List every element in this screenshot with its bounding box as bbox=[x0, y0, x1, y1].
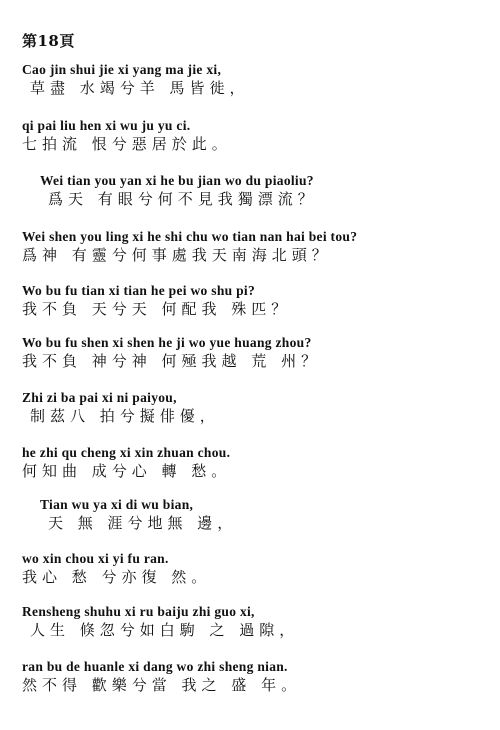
verse-line bbox=[0, 604, 500, 640]
verse-line bbox=[0, 659, 500, 695]
chinese-line: 天 無 涯兮地無 邊， bbox=[48, 514, 238, 532]
verse-line bbox=[0, 497, 500, 533]
pinyin-line: Rensheng shuhu xi ru baiju zhi guo xi, bbox=[22, 604, 255, 619]
verse-line bbox=[0, 445, 500, 481]
chinese-line: 然不得 歡樂兮當 我之 盛 年。 bbox=[22, 676, 302, 694]
pinyin-line: Wo bu fu tian xi tian he pei wo shu pi? bbox=[22, 283, 256, 298]
verse-line bbox=[0, 118, 500, 154]
pinyin-line: ran bu de huanle xi dang wo zhi sheng nian. bbox=[22, 659, 288, 674]
verse-line bbox=[0, 551, 500, 587]
chinese-line: 我心 愁 兮亦復 然。 bbox=[22, 568, 212, 586]
verse-line bbox=[0, 283, 500, 319]
pinyin-line: Zhi zi ba pai xi ni paiyou, bbox=[22, 390, 177, 405]
chinese-line: 制茲八 拍兮擬俳優， bbox=[30, 407, 220, 425]
verse-line bbox=[0, 229, 500, 265]
pinyin-line: qi pai liu hen xi wu ju yu ci. bbox=[22, 118, 191, 133]
verse-line bbox=[0, 335, 500, 371]
pinyin-line: Cao jin shui jie xi yang ma jie xi, bbox=[22, 62, 222, 77]
chinese-line: 爲天 有眼兮何不見我獨漂流？ bbox=[48, 190, 318, 208]
pinyin-line: Tian wu ya xi di wu bian, bbox=[40, 497, 194, 512]
pinyin-line: Wo bu fu shen xi shen he ji wo yue huang zhou? bbox=[22, 335, 312, 350]
page-number: 第18頁 bbox=[22, 32, 75, 50]
chinese-line: 我不負 神兮神 何殛我越 荒 州？ bbox=[22, 352, 322, 370]
pinyin-line: he zhi qu cheng xi xin zhuan chou. bbox=[22, 445, 231, 460]
verse-line bbox=[0, 390, 500, 426]
chinese-line: 爲神 有靈兮何事處我天南海北頭？ bbox=[22, 246, 332, 264]
chinese-line: 何知曲 成兮心 轉 愁。 bbox=[22, 462, 232, 480]
chinese-line: 草盡 水竭兮羊 馬皆徙， bbox=[30, 79, 250, 97]
chinese-line: 人生 倏忽兮如白駒 之 過隙， bbox=[30, 621, 300, 639]
pinyin-line: Wei shen you ling xi he shi chu wo tian nan hai bei tou? bbox=[22, 229, 358, 244]
pinyin-line: wo xin chou xi yi fu ran. bbox=[22, 551, 169, 566]
chinese-line: 七拍流 恨兮惡居於此。 bbox=[22, 135, 232, 153]
verse-line bbox=[0, 62, 500, 98]
chinese-line: 我不負 天兮天 何配我 殊匹？ bbox=[22, 300, 292, 318]
verse-line bbox=[0, 173, 500, 209]
pinyin-line: Wei tian you yan xi he bu jian wo du piaoliu? bbox=[40, 173, 314, 188]
